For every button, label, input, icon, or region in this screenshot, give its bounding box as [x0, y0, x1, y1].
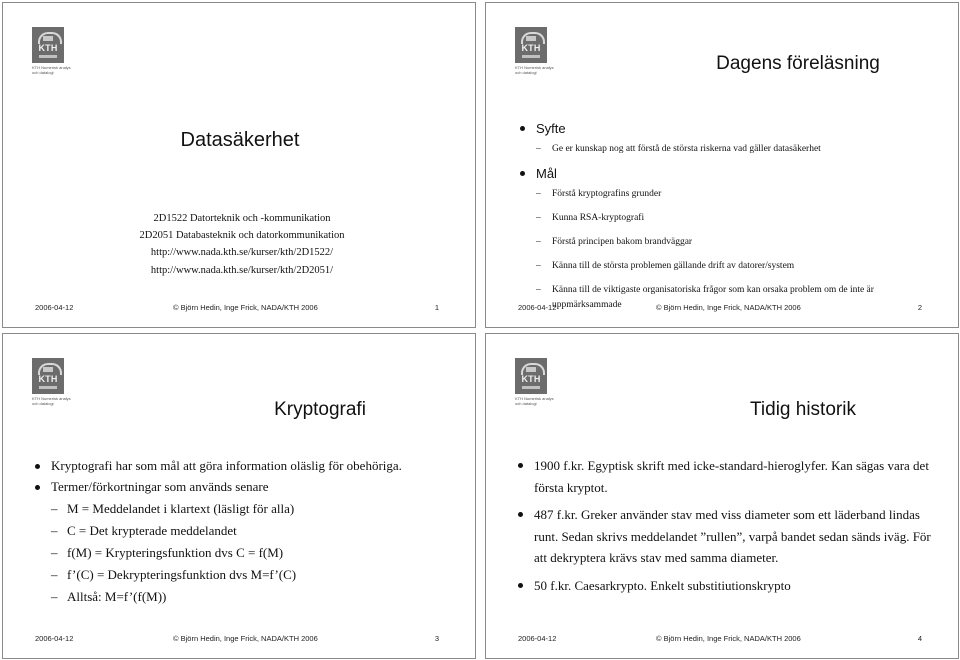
bullet-item: Kryptografi har som mål att göra information oläslig för obehöriga.: [35, 456, 455, 477]
bullet-item: 50 f.kr. Caesarkrypto. Enkelt substitiutionskrypto: [518, 575, 938, 597]
slide-2: [485, 2, 959, 328]
slide-footer: [486, 303, 958, 315]
sub-item: – C = Det krypterade meddelandet: [51, 522, 237, 538]
kth-logo: [515, 27, 575, 83]
logo-tagline: KTH Numerisk analys och datalogi: [515, 65, 554, 75]
page-number: 2: [917, 303, 922, 312]
kth-emblem-icon: KTH: [515, 27, 547, 63]
slide-title: Kryptografi: [274, 399, 366, 420]
bullet-list: [518, 455, 938, 602]
agenda-item: – Känna till de viktigaste organisatoriska frågor som kan orsaka problem om de inte är uppmärksammade: [536, 285, 874, 310]
slide-footer: [3, 634, 475, 646]
page-number: 3: [434, 634, 439, 643]
slide-title: Dagens föreläsning: [716, 53, 880, 74]
course-line: 2D2051 Databasteknik och datorkommunikation: [139, 230, 345, 242]
agenda-item: – Känna till de största problemen gällande drift av datorer/system: [536, 261, 795, 271]
slide-footer: [3, 303, 475, 315]
sub-item: – f’(C) = Dekrypteringsfunktion dvs M=f’(C): [51, 566, 297, 582]
bullet-item: Termer/förkortningar som används senare: [35, 477, 455, 498]
course-info: [127, 210, 357, 279]
page-number: 1: [434, 303, 439, 312]
logo-tagline: KTH Numerisk analys och datalogi: [32, 396, 71, 406]
agenda-item: – Förstå kryptografins grunder: [536, 189, 662, 199]
course-link[interactable]: http://www.nada.kth.se/kurser/kth/2D1522/: [150, 247, 334, 259]
slide-title: Tidig historik: [750, 399, 856, 420]
slide-3: [2, 333, 476, 659]
agenda-item: – Kunna RSA-kryptografi: [536, 213, 645, 223]
slide-4: [485, 333, 959, 659]
agenda-item: – Ge er kunskap nog att förstå de största riskerna vad gäller datasäkerhet: [536, 144, 821, 154]
slide-title: Datasäkerhet: [180, 129, 300, 151]
agenda-heading: Mål: [518, 166, 928, 181]
footer-date: 2006-04-12: [35, 634, 74, 643]
footer-date: 2006-04-12: [518, 634, 557, 643]
footer-date: 2006-04-12: [518, 303, 557, 312]
kth-emblem-icon: KTH: [32, 358, 64, 394]
footer-copyright: © Björn Hedin, Inge Frick, NADA/KTH 2006: [656, 634, 801, 643]
footer-copyright: © Björn Hedin, Inge Frick, NADA/KTH 2006: [173, 634, 318, 643]
agenda-heading: Syfte: [518, 121, 928, 136]
footer-date: 2006-04-12: [35, 303, 74, 312]
kth-logo: [515, 358, 575, 414]
bullet-item: 487 f.kr. Greker använder stav med viss diameter som ett läderband lindas runt. Sedan skrivs meddelandet ”rullen”, varpå bandet sedan sänds iväg. För att dekryptera krävs stav med samma diameter.: [518, 504, 938, 569]
sub-item: – Alltså: M=f’(f(M)): [51, 588, 167, 604]
logo-tagline: KTH Numerisk analys och datalogi: [32, 65, 71, 75]
kth-emblem-icon: KTH: [515, 358, 547, 394]
agenda-list: [518, 121, 928, 313]
course-line: 2D1522 Datorteknik och -kommunikation: [153, 213, 331, 224]
bullet-item: 1900 f.kr. Egyptisk skrift med icke-standard-hieroglyfer. Kan sägas vara det första kryptot.: [518, 455, 938, 498]
bullet-list: [35, 456, 455, 607]
footer-copyright: © Björn Hedin, Inge Frick, NADA/KTH 2006: [173, 303, 318, 312]
kth-emblem-icon: KTH: [32, 27, 64, 63]
agenda-item: – Förstå principen bakom brandväggar: [536, 237, 693, 247]
kth-logo: [32, 358, 92, 414]
footer-copyright: © Björn Hedin, Inge Frick, NADA/KTH 2006: [656, 303, 801, 312]
slide-footer: [486, 634, 958, 646]
sub-item: – M = Meddelandet i klartext (läsligt för alla): [51, 500, 295, 516]
kth-logo: [32, 27, 92, 83]
page-number: 4: [917, 634, 922, 643]
slide-1: [2, 2, 476, 328]
course-link[interactable]: http://www.nada.kth.se/kurser/kth/2D2051/: [150, 264, 334, 276]
sub-item: – f(M) = Krypteringsfunktion dvs C = f(M): [51, 544, 284, 560]
logo-tagline: KTH Numerisk analys och datalogi: [515, 396, 554, 406]
